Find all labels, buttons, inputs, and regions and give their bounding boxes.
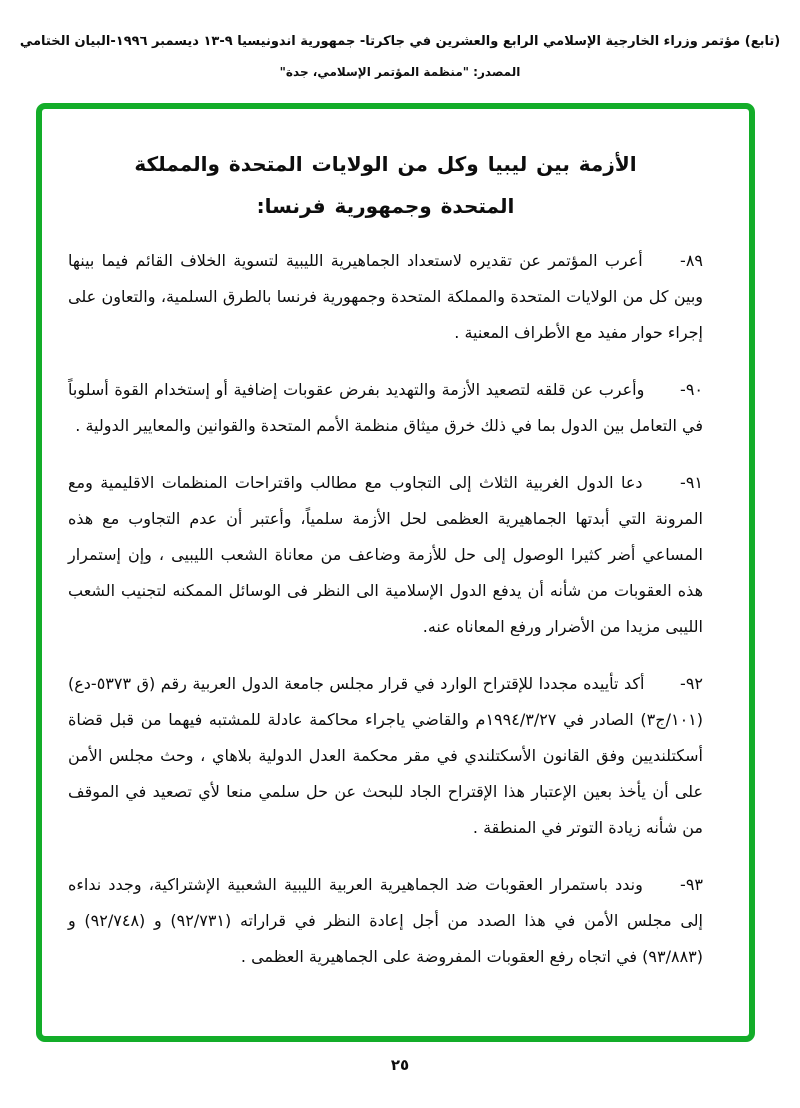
paragraph-89-number: ٨٩- xyxy=(680,251,704,270)
document-body xyxy=(68,143,703,996)
paragraph-89 xyxy=(68,243,703,351)
page-number: ٢٥ xyxy=(390,1056,410,1074)
title-line-1: الأزمة بين ليبيا وكل من الولايات المتحدة والمملكة xyxy=(134,152,637,176)
paragraph-90-number: ٩٠- xyxy=(680,380,703,399)
paragraph-93-text: وندد باستمرار العقوبات ضد الجماهيرية العربية الليبية الشعبية الإشتراكية، وجدد نداءه إلى مجلس الأمن في هذا الصدد من أجل إعادة النظر في قراراته (٩٢/٧٣١) و (٩٢/٧٤٨) و (٩٣/٨٨٣) في اتجاه رفع العقوبات المفروضة على الجماهيرية العظمى . xyxy=(68,875,703,966)
paragraph-91-number: ٩١- xyxy=(680,473,703,492)
paragraph-90-text: وأعرب عن قلقه لتصعيد الأزمة والتهديد بفرض عقوبات إضافية أو إستخدام القوة أسلوباً في التعامل بين الدول بما في ذلك خرق ميثاق منظمة الأمم المتحدة والقوانين والمعايير الدولية . xyxy=(68,380,703,435)
document-title xyxy=(68,143,703,227)
paragraph-93 xyxy=(68,867,703,975)
paragraph-92-number: ٩٢- xyxy=(680,674,703,693)
paragraph-91 xyxy=(68,465,703,645)
paragraph-92-text: أكد تأييده مجددا للإقتراح الوارد في قرار مجلس جامعة الدول العربية رقم (ق ٥٣٧٣-دع) (١٠١/ج٣) الصادر في ١٩٩٤/٣/٢٧م والقاضي ياجراء محاكمة عادلة للمشتبه فيهما من قبل قضاة أسكتلنديين وفق القانون الأسكتلندي في مقر محكمة العدل الدولية بلاهاي ، وحث مجلس الأمن على أن يأخذ بعين الإعتبار هذا الإقتراح الجاد للبحث عن حل سلمي منعا لأي تصعيد في الموقف من شأنه زيادة التوتر في المنطقة . xyxy=(68,674,703,837)
paragraph-92 xyxy=(68,666,703,846)
paragraph-90 xyxy=(68,372,703,444)
paragraph-91-text: دعا الدول الغربية الثلاث إلى التجاوب مع مطالب واقتراحات المنظمات الاقليمية ومع المرونة التي أبدتها الجماهيرية العظمى لحل الأزمة سلمياً، وأعتبر أن عدم التجاوب مع هذه المساعي أضر كثيرا الوصول إلى حل للأزمة وضاعف من معاناة الشعب الليبيى ، وإن إستمرار هذه العقوبات من شأنه أن يدفع الدول الإسلامية الى النظر فى الوسائل الممكنه لتجنيب الشعب الليبى مزيدا من الأضرار ورفع المعاناه عنه. xyxy=(68,473,703,636)
page-header xyxy=(0,33,800,80)
paragraph-89-text: أعرب المؤتمر عن تقديره لاستعداد الجماهيرية الليبية لتسوية الخلاف القائم فيما بينها وبين كل من الولايات المتحدة والمملكة المتحدة وجمهورية فرنسا بالطرق السلمية، والتعاون على إجراء حوار مفيد مع الأطراف المعنية . xyxy=(68,251,703,342)
header-line-2: المصدر: "منظمة المؤتمر الإسلامي، جدة" xyxy=(279,65,521,79)
title-line-2: المتحدة وجمهورية فرنسا: xyxy=(256,194,515,218)
header-line-1: (تابع) مؤتمر وزراء الخارجية الإسلامي الرابع والعشرين في جاكرتا- جمهورية اندونيسيا ٩-١٣ ديسمبر ١٩٩٦-البيان الختامي xyxy=(19,34,781,49)
paragraph-93-number: ٩٣- xyxy=(680,875,704,894)
